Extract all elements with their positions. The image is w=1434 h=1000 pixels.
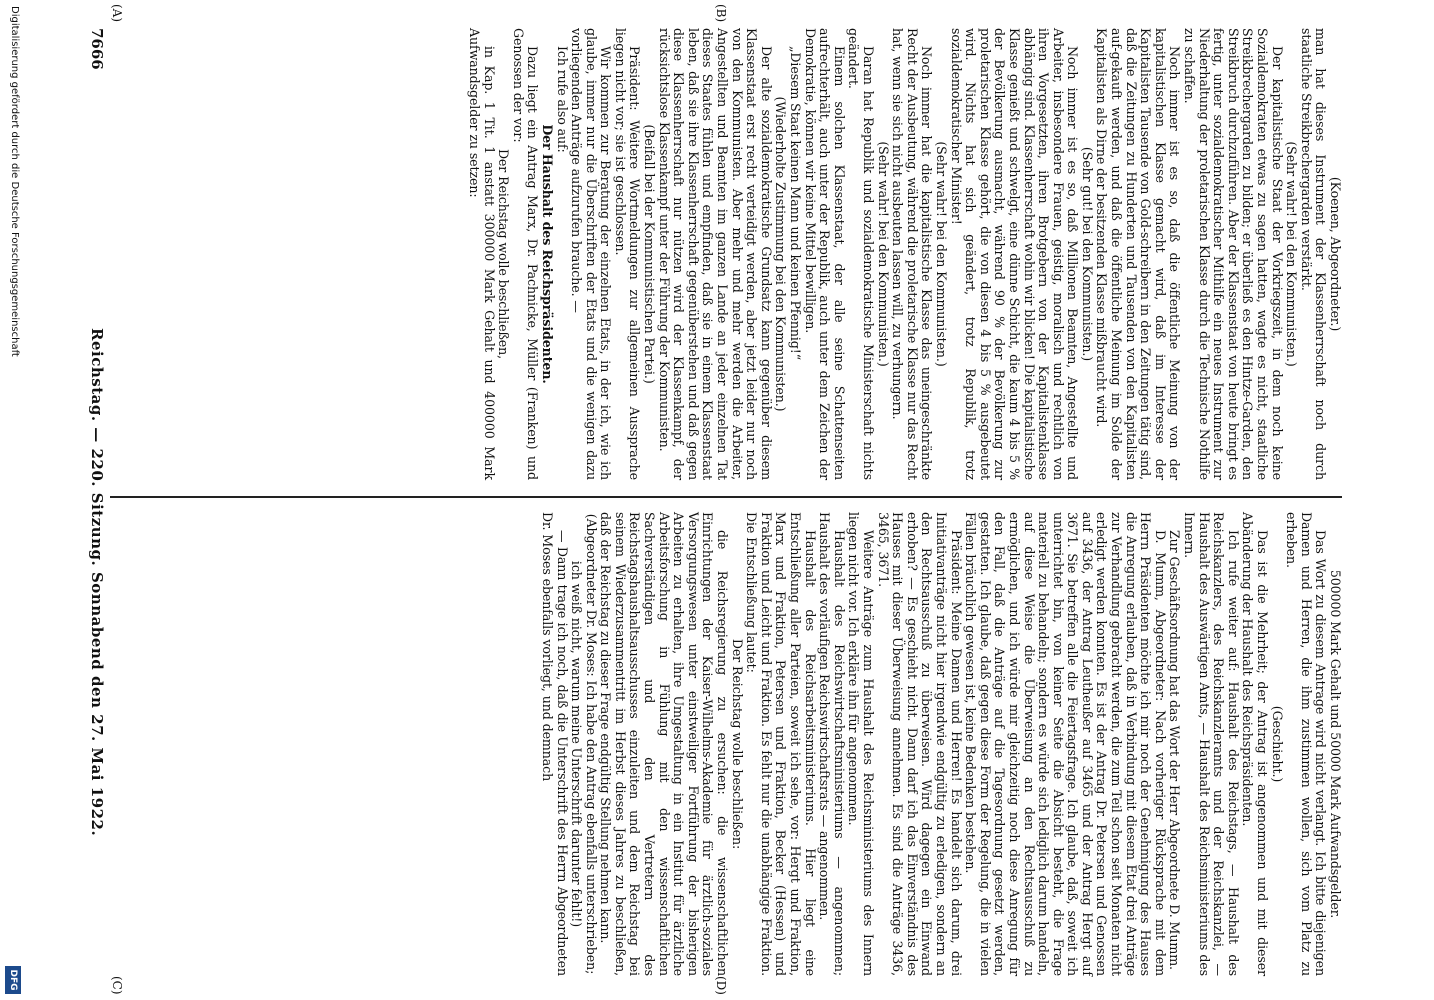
margin-mark-c: (C) (110, 976, 124, 995)
margin-mark-b: (B) (714, 4, 728, 23)
paragraph: Noch immer ist es so, daß Millionen Beamten, Angestellte und Arbeiter, insbesondere Frauen, geistig, moralisch und rechtlich von ihren Vorgesetzten, ihren Brotgebern von der Kapitalistenklasse abhängig sind. Klassenherrschaft wohin wir blicken! Die kapitalistische Klasse genießt und schwelgt, eine dünne Schicht, die kaum 4 bis 5 % der Bevölkerung ausmacht, während 90 % der Bevölkerung zur proletarischen Klasse gehört, die von diesen 4 bis 5 % ausgebeutet wird. Nichts hat sich geändert, trotz Republik, trotz sozialdemokratischer Minister! (948, 28, 1081, 480)
quote: „Diesem Staat keinen Mann und keinen Pfennig!“ (788, 46, 804, 361)
paragraph: Noch immer hat die kapitalistische Klasse das uneingeschränkte Recht der Ausbeutung, während die proletarische Klasse nur das Recht hat, wenn sie sich nicht ausbeuten lassen will, zu verhungern. (890, 28, 935, 480)
speaker-paragraph: D. Mumm, Abgeordneter: Nach vorheriger Rücksprache mit dem Herrn Präsidenten möchte ich mir noch der Genehmigung des Hauses die Anregung erlauben, daß in Verbindung mit diesem Etat drei Anträge zur Verhandlung gebracht werden, die zum Teil schon seit Monaten nicht erledigt werden konnten. Es ist der Antrag Dr. Petersen und Genossen auf 3436, der Antrag Leutheußer auf 3465 und der Antrag Hergt auf 3671. Sie betreffen alle die Feiertagsfrage. Ich glaube, daß, soweit ich unterrichtet bin, von keiner Seite die Absicht besteht, die Frage materiell zu behandeln; sondern es würde sich lediglich darum handeln, auf diese Weise die Überweisung an den Rechtsausschuß zu ermöglichen, und ich würde mir gleichzeitig noch diese Anregung für den Fall, daß die Anträge auf die Tagesordnung gesetzt werden, gestatten. Ich glaube, daß gegen diese Form der Regelung, die in vielen Fällen bräuchlich gewesen ist, keine Bedenken bestehen. (963, 512, 1168, 976)
paragraph: Ich rufe weiter auf: Haushalt des Reichstags, — Haushalt des Reichskanzlers, des Reichskanzleramts und der Reichskanzlei, — Haushalt des Auswärtigen Amts, — Haushalt des Reichsministeriums des Innern. (1182, 512, 1241, 976)
paragraph: — Dann trage ich noch, daß die Unterschrift des Herrn Abgeordneten Dr. Moses ebenfalls vorliegt, und demnach (539, 512, 570, 976)
president-paragraph: Präsident: Weitere Wortmeldungen zur allgemeinen Aussprache liegen nicht vor; sie ist geschlossen. (612, 28, 643, 480)
page-number: 7666 (88, 28, 106, 70)
resolution-text: die Reichsregierung zu ersuchen: die wissenschaftlichen Einrichtungen der Kaiser-Wilhelms-Akademie für ärztlich-soziales Versorgungswesen unter einstweiliger Fortführung der bisherigen Arbeiten zu erhalten, ihre Umgestaltung in ein Institut für ärztliche Arbeitsforschung in Fühlung mit den wissenschaftlichen Sachverständigen und den Vertretern des Reichstagshaushaltsausschusses einzuleiten und dem Reichstag bei seinem Wiederzusammentritt im Herbst dieses Jahres zu beschließen, daß der Reichstag zu dieser Frage endgültig Stellung nehmen kann. (598, 512, 731, 976)
paragraph: Der alte sozialdemokratische Grundsatz kann gegenüber diesem Klassenstaat erst recht verteidigt werden, aber jetzt leider nur noch von den Kommunisten. Aber mehr und mehr werden die Arbeiter, Angestellten und Beamten im ganzen Lande an jeder einzelnen Tat dieses Staates fühlen und empfinden, daß sie in einem Klassenstaat leben, daß sie ihre Klassenherrschaft gegenüberstehen und daß gegen diese Klassenherrschaft nur nützen wird der Klassenkampf, der rücksichtslose Klassenkampf unter der Führung der Kommunisten. (656, 28, 774, 480)
paragraph: in Kap. 1 Tit. 1 anstatt 300000 Mark Gehalt und 400000 Mark Aufwandsgelder zu setzen: (466, 28, 497, 480)
paragraph: Das Wort zu diesem Antrage wird nicht verlangt. Ich bitte diejenigen Damen und Herren, die ihm zustimmen wollen, sich vom Platz zu erheben. (1284, 512, 1329, 976)
interjection: (Sehr wahr! bei den Kommunisten.) (933, 141, 949, 367)
paragraph: Haushalt des Reichsarbeitsministeriums. Hier liegt eine Entschließung aller Parteien, soweit ich sehe, vor: Hergt und Fraktion, Marx und Fraktion, Petersen und Fraktion, Becker (Hessen) und Fraktion und Leicht und Fraktion. Es fehlt nur die unabhängige Fraktion. Die Entschließung lautet: (744, 512, 818, 976)
interjection: (Sehr gut! bei den Kommunisten.) (1079, 146, 1095, 362)
interjection: (Geschieht.) (1269, 705, 1285, 783)
paragraph: Ich rufe also auf: (554, 46, 570, 153)
interjection: (Wiederholte Zustimmung bei den Kommunisten.) (773, 96, 789, 412)
interjection: (Beifall bei der Kommunistischen Partei.) (642, 124, 658, 384)
paragraph: man hat dieses Instrument der Klassenherrschaft noch durch staatliche Streikbrechergarden verstärkt. (1298, 28, 1329, 480)
column-divider (110, 496, 1342, 498)
paragraph: Dazu liegt ein Antrag Marx, Dr. Pachnicke, Müller (Franken) und Genossen der vor: (510, 28, 541, 480)
paragraph: Wir kommen zur Beratung der einzelnen Etats, in der ich, wie ich glaube, immer nur die Überschriften der Etats und die wenigen dazu vorliegenden Anträge aufzurufen brauche. — (569, 28, 614, 480)
paragraph: Haushalt des Reichswirtschaftsministeriums — angenommen; Haushalt des vorläufigen Reichswirtschaftsrats — angenommen. (817, 512, 847, 976)
paragraph: Der kapitalistische Staat der Vorkriegszeit, in dem noch keine Sozialdemokraten etwas zu sagen hatten, wagte es nicht, staatliche Streikbrechergarden zu bilden; er überließ es den Hintze-Garden, den Streikbruch durchzuführen. Aber der Klassenstaat von heute bringt es fertig, unter sozialdemokratischer Mithilfe ein neues Instrument zur Niederhaltung der proletarischen Klasse durch die Technische Nothilfe zu schaffen. (1182, 28, 1285, 480)
paragraph: Weitere Anträge zum Haushalt des Reichsministeriums des Innern liegen nicht vor. Ich erkläre ihn für angenommen. (846, 512, 876, 976)
paragraph: Der Reichstag wolle beschließen: (729, 638, 745, 850)
president-paragraph: Präsident: Meine Damen und Herren! Es handelt sich darum, drei Initiativanträge nicht hier irgendwie endgültig zu erledigen, sondern an den Rechtsausschuß zu überweisen. Wird dagegen ein Einwand erhoben? — Es geschieht nicht. Dann darf ich das Einverständnis des Hauses mit dieser Überweisung annehmen. Es sind die Anträge 3436, 3465, 3671. (875, 512, 964, 976)
margin-mark-d: (D) (714, 976, 728, 995)
paragraph: Zur Geschäftsordnung hat das Wort der Herr Abgeordnete D. Mumm. (1167, 530, 1183, 970)
paragraph: Das ist die Mehrheit; der Antrag ist angenommen und mit dieser Abänderung der Haushalt des Reichspräsidenten. (1240, 512, 1271, 976)
dfg-logo-icon: DFG (5, 966, 21, 994)
section-heading: Der Haushalt des Reichspräsidenten. (539, 124, 555, 384)
interjection: (Abgeordneter Dr. Moses: Ich habe den Antrag ebenfalls unterschrieben; ich weiß nicht, warum meine Unterschrift darunter fehlt!) (569, 513, 599, 975)
paragraph: Der Reichstag wolle beschließen, (496, 148, 512, 360)
footer-text: Digitalisierung gefördert durch die Deutsche Forschungsgemeinschaft (9, 6, 20, 357)
speaker-line: (Koenen, Abgeordneter.) (1328, 176, 1343, 332)
interjection: (Sehr wahr! bei den Kommunisten.) (1284, 141, 1300, 367)
interjection: (Sehr wahr! bei den Kommunisten.) (875, 141, 891, 367)
paragraph: Einem solchen Klassenstaat, der alle seine Schattenseiten aufrechterhält, auch unter der Republik, auch unter dem Zeichen der Demokratie, können wir keine Mittel bewilligen. (802, 28, 847, 480)
paragraph: Daran hat Republik und sozialdemokratische Ministerschaft nichts geändert. (846, 28, 876, 480)
paragraph: Noch immer ist es so, daß die öffentliche Meinung von der kapitalistischen Klasse gemacht wird, daß im Interesse der Kapitalisten Tausende von Gold-schreibern in den Zeitungen tätig sind, daß die Zeitungen zu Hunderten und Tausenden von den Kapitalisten auf-gekauft werden, und daß die öffentliche Meinung im Solde der Kapitalisten als Dirne der besitzenden Klasse mißbraucht wird. (1094, 28, 1183, 480)
page-header (82, 28, 106, 972)
digitization-footer (2, 0, 22, 1000)
left-column (112, 28, 1342, 480)
paragraph: 500000 Mark Gehalt und 50000 Mark Aufwandsgelder. (1328, 569, 1343, 919)
page-title: Reichstag. — 220. Sitzung. Sonnabend den 27. Mai 1922. (88, 328, 106, 837)
margin-mark-a: (A) (110, 4, 124, 23)
right-column (112, 512, 1342, 976)
